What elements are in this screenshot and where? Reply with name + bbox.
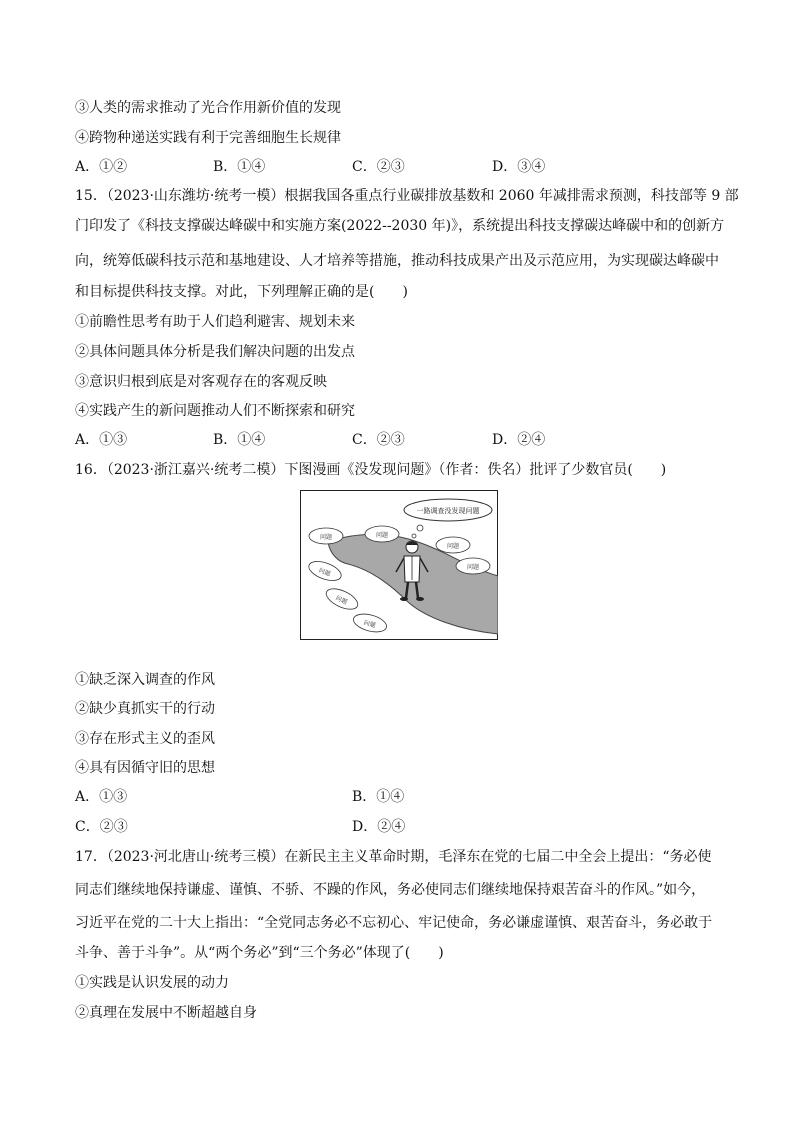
q16-option-c: C．②③	[75, 819, 128, 835]
q14-option-a: A．①②	[75, 159, 128, 175]
comic-illustration	[300, 490, 498, 640]
thought-dot-2	[412, 534, 416, 538]
q15-stem-line-4: 和目标提供科技支撑。对此，下列理解正确的是( )	[75, 284, 408, 300]
q16-option-a: A．①③	[75, 789, 128, 805]
q15-stem-line-3: 向，统筹低碳科技示范和基地建设、人才培养等措施，推动科技成果产出及示范应用，为实现碳达峰碳中	[75, 253, 719, 269]
q15-statement-3: ③意识归根到底是对客观存在的客观反映	[75, 374, 327, 390]
q14-statement-3: ③人类的需求推动了光合作用新价值的发现	[75, 100, 341, 116]
q16-statement-3: ③存在形式主义的歪风	[75, 731, 215, 747]
q17-stem-line-1: 17．（2023·河北唐山·统考三模）在新民主主义革命时期，毛泽东在党的七届二中全会上提出：“务必使	[75, 849, 712, 865]
q15-option-b: B．①④	[213, 432, 266, 448]
q17-statement-1: ①实践是认识发展的动力	[75, 975, 229, 991]
stone-6-label: 问题	[334, 594, 349, 607]
q15-option-d: D．②④	[492, 432, 546, 448]
q15-option-a: A．①③	[75, 432, 128, 448]
q14-option-b: B．①④	[213, 159, 266, 175]
q17-stem-line-3: 习近平在党的二十大上指出：“全党同志务必不忘初心、牢记使命，务必谦虚谨慎、艰苦奋斗，务必敢于	[75, 915, 713, 931]
thought-dot-1	[417, 525, 423, 531]
q17-stem-line-4: 斗争、善于斗争”。从“两个务必”到“三个务必”体现了( )	[75, 945, 444, 961]
q17-statement-2: ②真理在发展中不断超越自身	[75, 1005, 257, 1021]
q14-option-c: C．②③	[352, 159, 405, 175]
q16-statement-2: ②缺少真抓实干的行动	[75, 701, 215, 717]
q15-statement-1: ①前瞻性思考有助于人们趋利避害、规划未来	[75, 314, 355, 330]
q16-option-b: B．①④	[352, 789, 405, 805]
q17-stem-line-2: 同志们继续地保持谦虚、谨慎、不骄、不躁的作风，务必使同志们继续地保持艰苦奋斗的作风。”如今，	[75, 882, 706, 898]
stone-7-label: 问题	[362, 619, 377, 630]
q14-option-d: D．③④	[492, 159, 546, 175]
stone-2-label: 问题	[375, 532, 389, 539]
stone-1-label: 问题	[319, 534, 333, 541]
q15-statement-4: ④实践产生的新问题推动人们不断探索和研究	[75, 403, 355, 419]
stone-4-label: 问题	[466, 564, 480, 571]
comic-svg	[300, 490, 498, 640]
q16-option-d: D．②④	[352, 819, 406, 835]
q14-statement-4: ④跨物种递送实践有利于完善细胞生长规律	[75, 130, 341, 146]
q16-statement-4: ④具有因循守旧的思想	[75, 760, 215, 776]
thought-text: 一路调查没发现问题	[416, 507, 480, 515]
stone-5-label: 问题	[317, 567, 332, 578]
q15-statement-2: ②具体问题具体分析是我们解决问题的出发点	[75, 344, 355, 360]
q15-stem-line-2: 门印发了《科技支撑碳达峰碳中和实施方案(2022--2030 年)》，系统提出科技支撑碳达峰碳中和的创新方	[75, 218, 725, 234]
q16-stem: 16．（2023·浙江嘉兴·统考二模）下图漫画《没发现问题》（作者：佚名）批评了少数官员( )	[75, 462, 667, 478]
stone-3-label: 问题	[446, 543, 460, 550]
q15-stem-line-1: 15．（2023·山东潍坊·统考一模）根据我国各重点行业碳排放基数和 2060 年减排需求预测，科技部等 9 部	[75, 188, 739, 204]
q15-option-c: C．②③	[352, 432, 405, 448]
q16-statement-1: ①缺乏深入调查的作风	[75, 672, 215, 688]
